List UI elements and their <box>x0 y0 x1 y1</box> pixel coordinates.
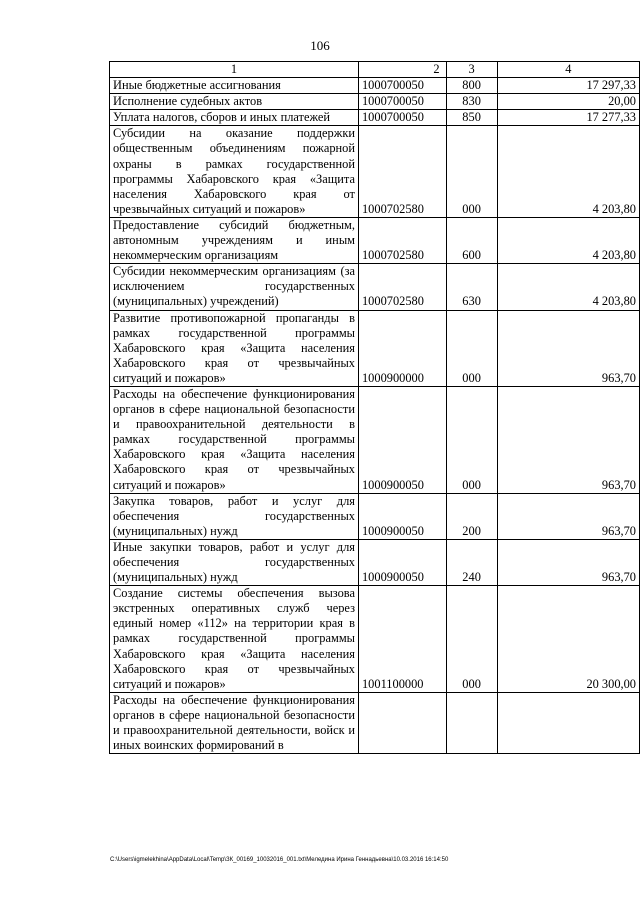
row-description: Создание системы обеспечения вызова экстренных оперативных служб через единый номер «112» на территории края в рамках государственной программы Хабаровского края «Защита населения Хабаровского края от чрезвычайных ситуаций и пожаров» <box>110 586 359 693</box>
row-amount: 4 203,80 <box>497 126 639 218</box>
column-header-3: 3 <box>446 62 497 78</box>
row-amount: 4 203,80 <box>497 264 639 310</box>
row-amount: 963,70 <box>497 539 639 585</box>
table-row <box>110 78 640 94</box>
row-amount: 963,70 <box>497 310 639 386</box>
row-target-code: 1000700050 <box>358 78 446 94</box>
row-description: Расходы на обеспечение функционирования органов в сфере национальной безопасности и правоохранительной деятельности, войск и иных воинских формирований в <box>110 692 359 753</box>
table-row <box>110 264 640 310</box>
row-description: Субсидии на оказание поддержки общественным объединениям пожарной охраны в рамках государственной программы Хабаровского края «Защита населения Хабаровского края от чрезвычайных ситуаций и пожаров» <box>110 126 359 218</box>
table-row <box>110 493 640 539</box>
row-expense-type: 600 <box>446 217 497 263</box>
table-row <box>110 586 640 693</box>
row-expense-type: 000 <box>446 126 497 218</box>
row-description: Иные закупки товаров, работ и услуг для обеспечения государственных (муниципальных) нужд <box>110 539 359 585</box>
table-header-row <box>110 62 640 78</box>
row-expense-type <box>446 692 497 753</box>
row-amount: 17 277,33 <box>497 110 639 126</box>
row-expense-type: 000 <box>446 586 497 693</box>
row-target-code: 1000900050 <box>358 539 446 585</box>
row-amount <box>497 692 639 753</box>
page-number: 106 <box>310 38 330 53</box>
table-row <box>110 692 640 753</box>
row-target-code: 1000900050 <box>358 386 446 493</box>
row-expense-type: 000 <box>446 310 497 386</box>
row-amount: 20 300,00 <box>497 586 639 693</box>
row-description: Субсидии некоммерческим организациям (за исключением государственных (муниципальных) учреждений) <box>110 264 359 310</box>
row-target-code: 1000700050 <box>358 110 446 126</box>
row-target-code: 1000900000 <box>358 310 446 386</box>
row-expense-type: 800 <box>446 78 497 94</box>
table-row <box>110 539 640 585</box>
row-expense-type: 630 <box>446 264 497 310</box>
row-description: Развитие противопожарной пропаганды в рамках государственной программы Хабаровского края «Защита населения Хабаровского края от чрезвычайных ситуаций и пожаров» <box>110 310 359 386</box>
row-amount: 20,00 <box>497 94 639 110</box>
row-target-code: 1000702580 <box>358 217 446 263</box>
row-target-code: 1001100000 <box>358 586 446 693</box>
table-row <box>110 386 640 493</box>
row-description: Уплата налогов, сборов и иных платежей <box>110 110 359 126</box>
column-header-4: 4 <box>497 62 639 78</box>
row-target-code: 1000702580 <box>358 126 446 218</box>
row-target-code: 1000702580 <box>358 264 446 310</box>
table-row <box>110 126 640 218</box>
row-amount: 963,70 <box>497 493 639 539</box>
column-header-1: 1 <box>110 62 359 78</box>
row-description: Расходы на обеспечение функционирования органов в сфере национальной безопасности и правоохранительной деятельности в рамках государственной программы Хабаровского края «Защита населения Хабаровского края от чрезвычайных ситуаций и пожаров» <box>110 386 359 493</box>
column-header-2: 2 <box>358 62 446 78</box>
table-row <box>110 310 640 386</box>
budget-table <box>109 61 640 754</box>
row-target-code: 1000700050 <box>358 94 446 110</box>
row-expense-type: 200 <box>446 493 497 539</box>
table-row <box>110 217 640 263</box>
row-description: Предоставление субсидий бюджетным, автономным учреждениям и иным некоммерческим организациям <box>110 217 359 263</box>
row-description: Иные бюджетные ассигнования <box>110 78 359 94</box>
row-target-code <box>358 692 446 753</box>
table-row <box>110 94 640 110</box>
row-expense-type: 240 <box>446 539 497 585</box>
row-amount: 17 297,33 <box>497 78 639 94</box>
row-expense-type: 000 <box>446 386 497 493</box>
row-description: Исполнение судебных актов <box>110 94 359 110</box>
row-target-code: 1000900050 <box>358 493 446 539</box>
table-row <box>110 110 640 126</box>
document-footer-path: C:\Users\igmelekhina\AppData\Local\Temp\ЗК_00169_10032016_001.txt\Меледина Ирина Геннадьевна\10.03.2016 16:14:50 <box>110 857 449 863</box>
row-expense-type: 830 <box>446 94 497 110</box>
row-amount: 963,70 <box>497 386 639 493</box>
row-amount: 4 203,80 <box>497 217 639 263</box>
row-description: Закупка товаров, работ и услуг для обеспечения государственных (муниципальных) нужд <box>110 493 359 539</box>
budget-table-body <box>110 62 640 754</box>
row-expense-type: 850 <box>446 110 497 126</box>
